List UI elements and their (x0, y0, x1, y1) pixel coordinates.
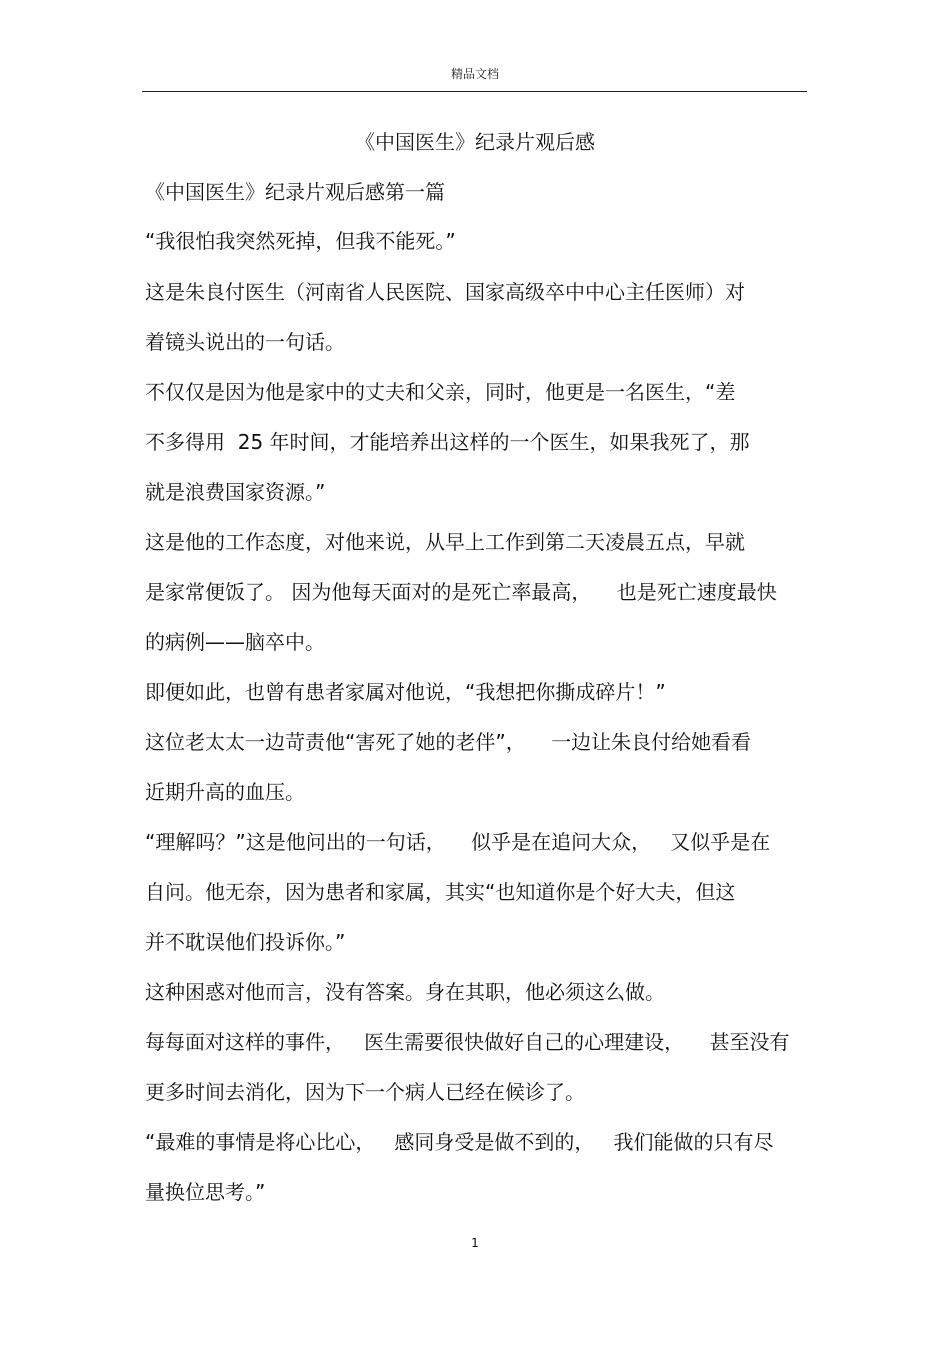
body-line: 《中国医生》纪录片观后感第一篇 (145, 180, 445, 204)
body-line: 不仅仅是因为他是家中的丈夫和父亲，同时，他更是一名医生，“差 (145, 380, 736, 404)
body-line: 每每面对这样的事件， 医生需要很快做好自己的心理建设， 甚至没有 (145, 1030, 790, 1054)
body-line: 自问。他无奈，因为患者和家属，其实“也知道你是个好大夫，但这 (145, 880, 736, 904)
body-line: 这位老太太一边苛责他“害死了她的老伴”， 一边让朱良付给她看看 (145, 730, 752, 754)
body-line: 就是浪费国家资源。” (145, 480, 326, 504)
body-line: 近期升高的血压。 (145, 780, 305, 804)
body-line: 这是他的工作态度，对他来说，从早上工作到第二天凌晨五点，早就 (145, 530, 745, 554)
page-header: 精品文档 (450, 67, 499, 81)
body-line: 更多时间去消化，因为下一个病人已经在候诊了。 (145, 1080, 585, 1104)
body-line: 并不耽误他们投诉你。” (145, 930, 346, 954)
body-line: 这是朱良付医生（河南省人民医院、国家高级卒中中心主任医师）对 (145, 280, 745, 304)
page-number: 1 (471, 1236, 479, 1250)
body-line: “我很怕我突然死掉，但我不能死。” (145, 229, 456, 253)
body-line: “理解吗？”这是他问出的一句话， 似乎是在追问大众， 又似乎是在 (145, 830, 771, 854)
document-title: 《中国医生》纪录片观后感 (355, 130, 595, 154)
body-line: 的病例——脑卒中。 (145, 630, 325, 654)
header-divider (142, 91, 807, 92)
body-line: 量换位思考。” (145, 1180, 266, 1204)
body-line: 是家常便饭了。 因为他每天面对的是死亡率最高， 也是死亡速度最快 (145, 580, 777, 604)
body-line: 即便如此，也曾有患者家属对他说，“我想把你撕成碎片！” (145, 680, 666, 704)
body-line: 这种困惑对他而言，没有答案。身在其职，他必须这么做。 (145, 980, 665, 1004)
body-line: 不多得用 25 年时间，才能培养出这样的一个医生，如果我死了，那 (145, 430, 750, 454)
body-line: 着镜头说出的一句话。 (145, 330, 345, 354)
body-line: “最难的事情是将心比心， 感同身受是做不到的， 我们能做的只有尽 (145, 1130, 774, 1154)
